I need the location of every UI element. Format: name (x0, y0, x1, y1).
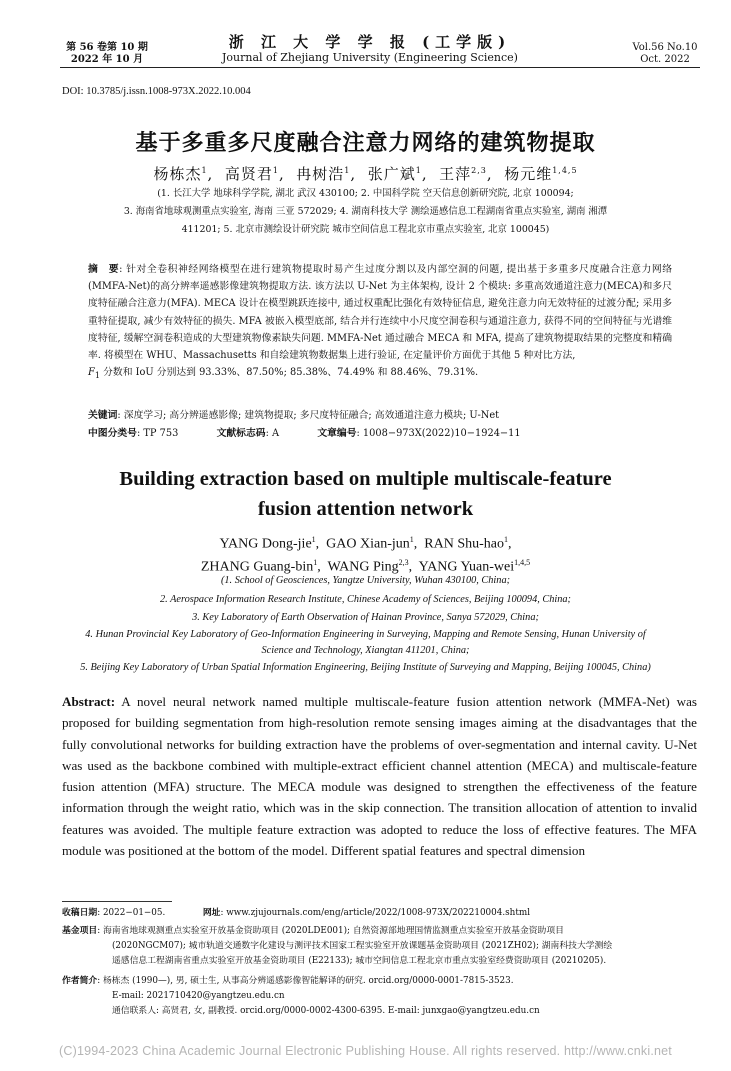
journal-name-cn: 浙 江 大 学 学 报 (工学版) (228, 33, 512, 51)
issue-date-en: Oct. 2022 (640, 54, 690, 65)
copyright-watermark: (C)1994-2023 China Academic Journal Electronic Publishing House. All rights reserved. http://www.cnki.net (59, 1044, 672, 1058)
keywords-text-cn: : 深度学习; 高分辨遥感影像; 建筑物提取; 多尺度特征融合; 高效通道注意力模块; U-Net (117, 410, 500, 421)
affiliation-en: 2. Aerospace Information Research Institute, Chinese Academy of Sciences, Beijing 100094, China; (160, 594, 571, 605)
issue-info-cn (62, 42, 152, 66)
author-name: 杨元维 (504, 165, 553, 183)
author-affiliation-mark: 1 (415, 166, 422, 175)
author-affiliation-mark: 1 (201, 166, 208, 175)
clc-value: : TP 753 (136, 428, 179, 439)
document-code-value: : A (265, 428, 280, 439)
author-email[interactable]: E-mail: 2021710420@yangtzeu.edu.cn (112, 991, 285, 1001)
issue-volume-cn: 第 56 卷第 10 期 (66, 42, 148, 53)
journal-name-en: Journal of Zhejiang University (Engineering Science) (222, 51, 518, 64)
author-name: 王萍 (439, 165, 472, 183)
abstract-results-cn: 分数和 IoU 分别达到 93.33%、87.50%; 85.38%、74.49% 和 88.46%、79.31%. (100, 367, 479, 379)
article-number-label: 文章编号 (317, 428, 357, 439)
f1-symbol: F (88, 367, 95, 379)
author-name-en: GAO Xian-jun (326, 536, 410, 552)
author-affiliation-mark: 1 (272, 166, 279, 175)
affiliation-en: 4. Hunan Provincial Key Laboratory of Geo-Information Engineering in Surveying, Mapping and Remote Sensing, Hunan University of (85, 629, 646, 640)
affiliation-en: 5. Beijing Key Laboratory of Urban Spatial Information Engineering, Beijing Institute of Surveying and Mapping, Beijing 100045, China) (80, 662, 651, 673)
author-name: 冉树浩 (296, 165, 345, 183)
paper-title-en (80, 464, 651, 524)
author-name: 高贤君 (224, 165, 273, 183)
f1-subscript: 1 (94, 370, 101, 381)
affiliation-en: 3. Key Laboratory of Earth Observation of Hainan Province, Sanya 572029, China; (192, 612, 539, 623)
abstract-en (62, 691, 697, 861)
affiliation-en: Science and Technology, Xiangtan 411201, China; (261, 645, 470, 656)
author-list-en: YANG Dong-jie$^1$, GAO Xian-jun$^1$, RAN Shu-hao$^1$, (219, 535, 512, 552)
fund-text: (2020NGCM07); 城市轨道交通数字化建设与测评技术国家工程实验室开放课题基金资助项目 (2021ZH02); 湖南科技大学测绘 (112, 941, 613, 951)
author-bio-text: : 杨栋杰 (1990—), 男, 硕士生, 从事高分辨遥感影像智能解译的研究. orcid.org/0000-0001-7815-3523. (97, 976, 514, 986)
article-url[interactable]: : www.zjujournals.com/eng/article/2022/1008-973X/202210004.shtml (220, 908, 531, 918)
author-affiliation-mark: 1 (504, 535, 508, 544)
document-code-label: 文献标志码 (216, 428, 266, 439)
abstract-text-en: A novel neural network named multiple multiscale-feature fusion attention network (MMFA-Net) was proposed for building segmentation from high-resolution remote sensing images aiming at the disadvantages that the fully convolutional networks for building extraction have the problems of over-segmentation and internal cavity. U-Net was used as the backbone combined with multiple-extract efficient channel attention (MECA) and multiscale-feature fusion attention (MFA) structure. The MECA module was designed to strengthen the effectiveness of the feature information through the weight ratio, which was in the skip connection. The transition allocation of attention to invalid features was avoided. The multiple feature extraction was adopted to reduce the loss of effective features. The MFA module was positioned at the bottom of the model. Different spatial features and spectral dimension (62, 694, 697, 859)
author-affiliation-mark: 1 (344, 166, 351, 175)
fund-text: 遥感信息工程湖南省重点实验室开放基金资助项目 (E22133); 城市空间信息工程北京市重点实验室经费资助项目 (20210205). (112, 956, 607, 966)
fund-text: : 海南省地球观测重点实验室开放基金资助项目 (2020LDE001); 自然资源部地理国情监测重点实验室开放基金资助项目 (97, 926, 564, 936)
author-affiliation-mark: 2,3 (471, 166, 487, 175)
keywords-label-cn: 关键词 (88, 410, 118, 421)
doi[interactable]: DOI: 10.3785/j.issn.1008-973X.2022.10.004 (62, 86, 251, 97)
footnote-divider (62, 901, 172, 902)
keywords-cn (88, 408, 672, 424)
author-affiliation-mark: 1,4,5 (514, 558, 531, 567)
classification-line (88, 426, 672, 442)
received-date-line (62, 906, 702, 921)
author-name-en: YANG Yuan-wei (418, 559, 515, 575)
journal-name (200, 33, 540, 65)
author-list-cn: 杨栋杰$^1$, 高贤君$^1$, 冉树浩$^1$, 张广斌$^1$, 王萍$^{2,3}$, 杨元维$^{1,4,5}$ (153, 165, 578, 183)
issue-date-cn: 2022 年 10 月 (70, 54, 144, 65)
author-bio-label: 作者简介 (62, 976, 98, 986)
affiliation-cn: (1. 长江大学 地球科学学院, 湖北 武汉 430100; 2. 中国科学院 空天信息创新研究院, 北京 100094; (157, 188, 574, 199)
author-affiliation-mark: 1,4,5 (552, 166, 578, 175)
received-date: : 2022−01−05. (97, 908, 166, 918)
author-name-en: YANG Dong-jie (219, 536, 312, 552)
author-info (62, 974, 702, 1019)
author-name: 张广斌 (367, 165, 416, 183)
paper-title-en-line: fusion attention network (257, 498, 474, 520)
author-affiliation-mark: 2,3 (398, 558, 409, 567)
author-name-en: ZHANG Guang-bin (200, 559, 314, 575)
affiliation-cn: 411201; 5. 北京市测绘设计研究院 城市空间信息工程北京市重点实验室, 北京 100045) (181, 224, 550, 235)
fund-label: 基金项目 (62, 926, 98, 936)
url-label: 网址 (202, 908, 221, 918)
received-label: 收稿日期 (62, 908, 98, 918)
issue-volume-en: Vol.56 No.10 (632, 42, 698, 53)
corresponding-author: 通信联系人: 高贤君, 女, 副教授. orcid.org/0000-0002-4300-6395. E-mail: junxgao@yangtzeu.edu.cn (112, 1006, 540, 1016)
clc-label: 中图分类号 (88, 428, 137, 439)
abstract-text-cn: : 针对全卷积神经网络模型在进行建筑物提取时易产生过度分割以及内部空洞的问题, 提出基于多重多尺度融合注意力网络(MMFA-Net)的高分辨率遥感影像建筑物提取方法. 该方法以 U-Net 为主体架构, 设计 2 个模块: 多重高效通道注意力(MECA)和多尺度特征融合注意力(MFA). MECA 设计在模型跳跃连接中, 通过权重配比强化有效特征信息, 避免注意力向无效特征的过渡分配; 采用多重特征提取, 减少有效特征的损失. MFA 被嵌入模型底部, 结合并行连续中小尺度空洞卷积与通道注意力, 获得不同的空间特征与光谱维度特征, 缓解空洞卷积造成的大型建筑物像素缺失问题. MMFA-Net 通过融合 MECA 和 MFA, 提高了建筑物提取结果的完整度和精确率. 将模型在 WHU、Massachusetts 和自绘建筑物数据集上进行验证, 在定量评价方面优于其他 5 种对比方法, (88, 264, 672, 362)
paper-title-cn: 基于多重多尺度融合注意力网络的建筑物提取 (135, 131, 596, 156)
article-number-value: : 1008−973X(2022)10−1924−11 (356, 428, 521, 439)
author-name-en: RAN Shu-hao (424, 536, 504, 552)
abstract-label-en: Abstract: (62, 694, 116, 709)
author-affiliation-mark: 1 (409, 535, 414, 544)
paper-title-en-line: Building extraction based on multiple multiscale-feature (119, 468, 612, 490)
author-affiliation-mark: 1 (311, 535, 316, 544)
abstract-cn (88, 261, 672, 384)
abstract-label-cn: 摘 要 (88, 264, 120, 275)
author-list-en: ZHANG Guang-bin$^1$, WANG Ping$^{2,3}$, YANG Yuan-wei$^{1,4,5}$ (200, 558, 531, 575)
author-affiliation-mark: 1 (313, 558, 318, 567)
author-name-en: WANG Ping (327, 559, 399, 575)
affiliation-cn: 3. 海南省地球观测重点实验室, 海南 三亚 572029; 4. 湖南科技大学 测绘遥感信息工程湖南省重点实验室, 湖南 湘潭 (123, 206, 608, 217)
author-name: 杨栋杰 (153, 165, 202, 183)
fund-info (62, 924, 702, 969)
issue-info-en (620, 42, 710, 66)
affiliation-en: (1. School of Geosciences, Yangtze University, Wuhan 430100, China; (220, 575, 511, 586)
header-divider (60, 67, 700, 68)
